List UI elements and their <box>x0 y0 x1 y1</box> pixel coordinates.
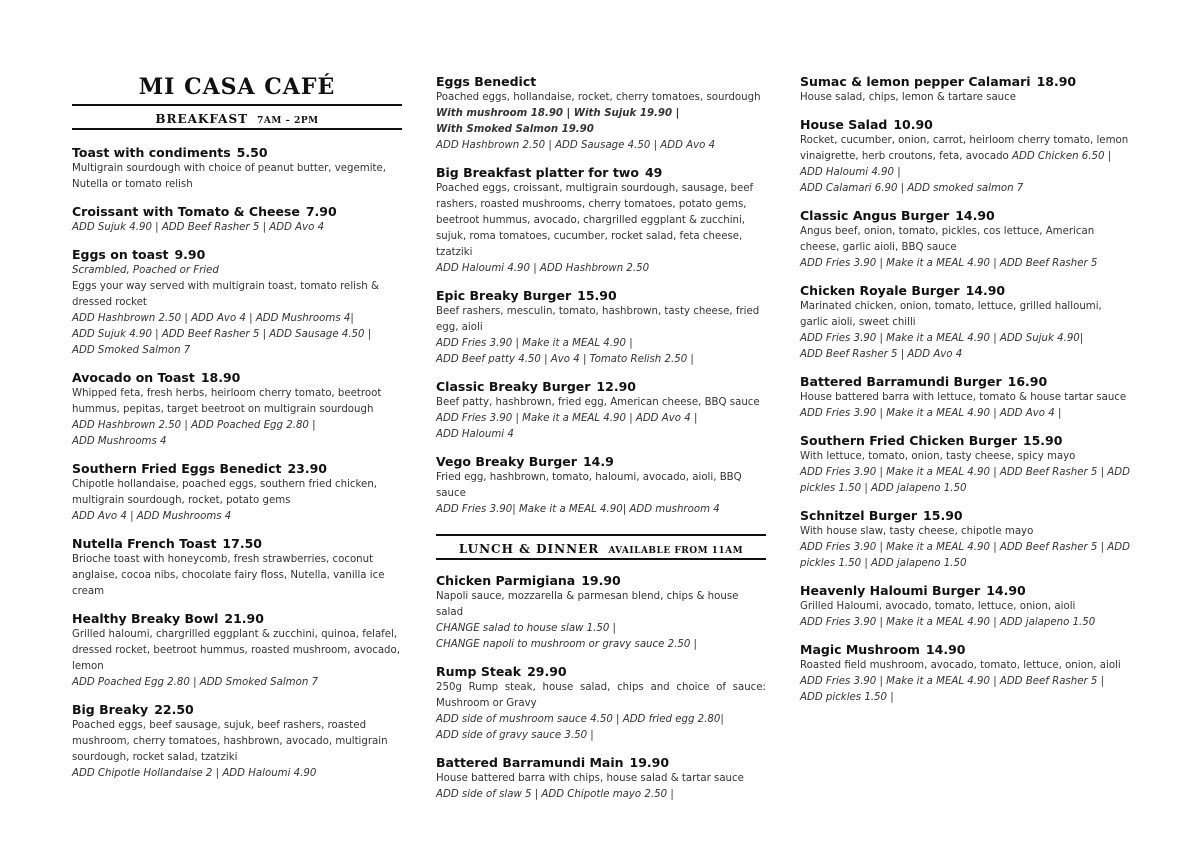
menu-item-addons: ADD Calamari 6.90 | ADD smoked salmon 7 <box>800 183 1024 194</box>
menu-item-addons: ADD Mushrooms 4 <box>72 436 167 447</box>
menu-item-name: Eggs Benedict <box>436 74 537 89</box>
menu-item-heading <box>800 73 1130 90</box>
breakfast-list-1 <box>72 144 402 782</box>
menu-item-description: Roasted field mushroom, avocado, tomato, lettuce, onion, aioli <box>800 660 1121 671</box>
menu-item <box>72 144 402 193</box>
menu-item-heading <box>800 207 1130 224</box>
menu-item-addons: ADD Chipotle Hollandaise 2 | ADD Haloumi 4.90 <box>72 768 317 779</box>
menu-item-price: 23.90 <box>287 461 327 476</box>
menu-item-addons: ADD Hashbrown 2.50 | ADD Sausage 4.50 | ADD Avo 4 <box>436 140 716 151</box>
menu-item <box>800 641 1130 706</box>
menu-item <box>800 582 1130 631</box>
menu-item-addons: ADD Fries 3.90 | Make it a MEAL 4.90 | ADD Avo 4 | <box>436 413 698 424</box>
cafe-title: MI CASA CAFÉ <box>138 74 336 100</box>
menu-item-addons: ADD side of gravy sauce 3.50 | <box>436 730 594 741</box>
menu-item-heading <box>800 282 1130 299</box>
menu-item-name: Avocado on Toast <box>72 370 195 385</box>
menu-item-name: House Salad <box>800 117 888 132</box>
menu-item-price: 17.50 <box>222 536 262 551</box>
menu-item-addon: ADD Chicken 6.50 | ADD Haloumi 4.90 | <box>800 151 1112 178</box>
menu-item <box>800 373 1130 422</box>
menu-item <box>800 116 1130 197</box>
menu-column-1 <box>72 72 402 792</box>
menu-item-addons: ADD Fries 3.90| Make it a MEAL 4.90| ADD mushroom 4 <box>436 504 720 515</box>
menu-item-name: Croissant with Tomato & Cheese <box>72 204 300 219</box>
lunch-list-2 <box>436 572 766 803</box>
menu-item-variant: With Smoked Salmon 19.90 <box>436 124 594 135</box>
menu-item-addons: ADD Fries 3.90 | Make it a MEAL 4.90 | ADD Beef Rasher 5 | ADD pickles 1.50 | ADD jalapeno 1.50 <box>800 467 1130 494</box>
menu-item-addons: ADD Haloumi 4.90 | ADD Hashbrown 2.50 <box>436 263 650 274</box>
menu-item-heading <box>800 507 1130 524</box>
menu-item <box>72 701 402 782</box>
menu-item-price: 18.90 <box>200 370 241 385</box>
menu-item-name: Big Breaky <box>72 702 149 717</box>
menu-item-name: Battered Barramundi Main <box>436 755 624 770</box>
menu-item-price: 14.90 <box>986 583 1026 598</box>
menu-item-price: 14.90 <box>965 283 1006 298</box>
menu-item-name: Healthy Breaky Bowl <box>72 611 219 626</box>
menu-item <box>800 507 1130 572</box>
menu-item-addons: ADD Fries 3.90 | Make it a MEAL 4.90 | ADD Beef Rasher 5 | ADD pickles 1.50 | ADD jalapeno 1.50 <box>800 542 1130 569</box>
menu-item-description: Poached eggs, hollandaise, rocket, cherry tomatoes, sourdough <box>436 92 761 103</box>
menu-item-description: Marinated chicken, onion, tomato, lettuce, grilled halloumi, garlic aioli, sweet chilli <box>800 301 1102 328</box>
menu-item-name: Rump Steak <box>436 664 522 679</box>
menu-item-name: Classic Angus Burger <box>800 208 950 223</box>
menu-item-description: Angus beef, onion, tomato, pickles, cos lettuce, American cheese, garlic aioli, BBQ sauce <box>800 226 1095 253</box>
menu-item-description: Whipped feta, fresh herbs, heirloom cherry tomato, beetroot hummus, pepitas, target beetroot on multigrain sourdough <box>72 388 382 415</box>
lunch-dinner-heading: LUNCH & DINNER <box>458 542 600 556</box>
menu-item-price: 19.90 <box>581 573 621 588</box>
menu-item-addons: ADD Sujuk 4.90 | ADD Beef Rasher 5 | ADD Avo 4 <box>72 222 325 233</box>
menu-item-heading <box>800 116 1130 133</box>
breakfast-header <box>72 104 402 130</box>
menu-item-heading <box>436 572 766 589</box>
menu-item-heading <box>436 73 766 90</box>
menu-item-price: 7.90 <box>305 204 337 219</box>
menu-item-description: With lettuce, tomato, onion, tasty cheese, spicy mayo <box>800 451 1076 462</box>
menu-item-addons: ADD Avo 4 | ADD Mushrooms 4 <box>72 511 232 522</box>
menu-item-price: 19.90 <box>629 755 670 770</box>
menu-item-description: House battered barra with lettuce, tomato & house tartar sauce <box>800 392 1127 403</box>
menu-item-name: Epic Breaky Burger <box>436 288 572 303</box>
menu-item-name: Southern Fried Eggs Benedict <box>72 461 282 476</box>
menu-item-description: Grilled Haloumi, avocado, tomato, lettuce, onion, aioli <box>800 601 1076 612</box>
menu-item-price: 9.90 <box>174 247 206 262</box>
menu-item <box>436 663 766 744</box>
menu-item-addons: ADD Hashbrown 2.50 | ADD Avo 4 | ADD Mushrooms 4| <box>72 313 354 324</box>
menu-item-description: Multigrain sourdough with choice of peanut butter, vegemite, Nutella or tomato relish <box>72 163 387 190</box>
menu-item-addons: ADD Fries 3.90 | Make it a MEAL 4.90 | ADD jalapeno 1.50 <box>800 617 1096 628</box>
menu-item-style: Scrambled, Poached or Fried <box>72 265 219 276</box>
menu-item-addons: ADD pickles 1.50 | <box>800 692 894 703</box>
menu-item-name: Big Breakfast platter for two <box>436 165 639 180</box>
menu-item-description: Eggs your way served with multigrain toast, tomato relish & dressed rocket <box>72 281 379 308</box>
menu-item-heading <box>436 287 766 304</box>
menu-item-name: Classic Breaky Burger <box>436 379 591 394</box>
menu-item-addons: ADD Poached Egg 2.80 | ADD Smoked Salmon 7 <box>72 677 319 688</box>
menu-item-description: With house slaw, tasty cheese, chipotle mayo <box>800 526 1034 537</box>
menu-item-addons: ADD Fries 3.90 | Make it a MEAL 4.90 | ADD Sujuk 4.90| <box>800 333 1084 344</box>
menu-column-2 <box>436 73 766 813</box>
menu-item-price: 18.90 <box>1036 74 1077 89</box>
menu-item-heading <box>72 610 402 627</box>
menu-item-description-text: Rocket, cucumber, onion, carrot, heirloom cherry tomato, lemon vinaigrette, herb croutons, feta, avocado <box>800 135 1129 162</box>
menu-item-description: Beef patty, hashbrown, fried egg, American cheese, BBQ sauce <box>436 397 760 408</box>
menu-item-addons: ADD Fries 3.90 | Make it a MEAL 4.90 | ADD Avo 4 | <box>800 408 1062 419</box>
breakfast-heading: BREAKFAST <box>155 112 249 126</box>
menu-item-name: Battered Barramundi Burger <box>800 374 1002 389</box>
menu-item <box>800 432 1130 497</box>
menu-item <box>72 460 402 525</box>
menu-item-price: 10.90 <box>893 117 933 132</box>
menu-item-description <box>800 133 1130 181</box>
menu-item <box>436 453 766 518</box>
breakfast-hours: 7AM – 2PM <box>257 116 319 126</box>
menu-item-name: Sumac & lemon pepper Calamari <box>800 74 1031 89</box>
menu-item-heading <box>800 582 1130 599</box>
menu-item-heading <box>72 701 402 718</box>
menu-item-name: Magic Mushroom <box>800 642 920 657</box>
menu-item-price: 14.90 <box>955 208 995 223</box>
menu-item-price: 12.90 <box>596 379 636 394</box>
menu-item-heading <box>72 369 402 386</box>
menu-item-price: 16.90 <box>1007 374 1048 389</box>
menu-item-heading <box>800 432 1130 449</box>
menu-item-price: 15.90 <box>1022 433 1063 448</box>
menu-item <box>72 369 402 450</box>
menu-item-name: Chicken Royale Burger <box>800 283 960 298</box>
menu-item-variant: With mushroom 18.90 | With Sujuk 19.90 | <box>436 108 680 119</box>
menu-item <box>436 572 766 653</box>
menu-item-name: Southern Fried Chicken Burger <box>800 433 1017 448</box>
menu-item-price: 14.90 <box>925 642 966 657</box>
menu-item-description: Grilled haloumi, chargrilled eggplant & zucchini, quinoa, felafel, dressed rocket, beetroot hummus, roasted mushroom, avocado, lemon <box>72 629 400 672</box>
menu-item-addons: ADD Beef Rasher 5 | ADD Avo 4 <box>800 349 963 360</box>
menu-item <box>72 610 402 691</box>
menu-item <box>72 535 402 600</box>
menu-item-name: Schnitzel Burger <box>800 508 918 523</box>
menu-item-price: 49 <box>644 165 663 180</box>
menu-item-description: 250g Rump steak, house salad, chips and choice of sauce: Mushroom or Gravy <box>436 682 766 709</box>
menu-item-addons: ADD side of mushroom sauce 4.50 | ADD fried egg 2.80| <box>436 714 724 725</box>
lunch-list-3 <box>800 73 1130 706</box>
menu-item <box>800 282 1130 363</box>
menu-item <box>436 754 766 803</box>
menu-item <box>436 164 766 277</box>
menu-item-heading <box>436 754 766 771</box>
menu-item-description: Napoli sauce, mozzarella & parmesan blend, chips & house salad <box>436 591 739 618</box>
menu-item-description: Fried egg, hashbrown, tomato, haloumi, avocado, aioli, BBQ sauce <box>436 472 742 499</box>
menu-item <box>72 203 402 236</box>
menu-item-heading <box>72 203 402 220</box>
menu-item-name: Heavenly Haloumi Burger <box>800 583 981 598</box>
menu-item-price: 29.90 <box>527 664 567 679</box>
menu-item <box>436 287 766 368</box>
lunch-dinner-header <box>436 534 766 560</box>
menu-item <box>800 207 1130 272</box>
menu-item <box>436 378 766 443</box>
menu-item <box>800 73 1130 106</box>
menu-item-addons: CHANGE napoli to mushroom or gravy sauce 2.50 | <box>436 639 697 650</box>
menu-item-description: Poached eggs, croissant, multigrain sourdough, sausage, beef rashers, roasted mushrooms, cherry tomatoes, potato gems, beetroot hummus, avocado, chargrilled eggplant & zucchini, sujuk, roma tomatoes, cucumber, rocket salad, feta cheese, tzatziki <box>436 183 754 258</box>
menu-item-name: Nutella French Toast <box>72 536 217 551</box>
menu-item-price: 22.50 <box>154 702 194 717</box>
menu-item-description: Brioche toast with honeycomb, fresh strawberries, coconut anglaise, cocoa nibs, chocolate fairy floss, Nutella, vanilla ice cream <box>72 554 385 597</box>
menu-item-addons: ADD Fries 3.90 | Make it a MEAL 4.90 | ADD Beef Rasher 5 <box>800 258 1098 269</box>
menu-item-heading <box>72 144 402 161</box>
menu-item-price: 15.90 <box>923 508 963 523</box>
menu-item-name: Chicken Parmigiana <box>436 573 576 588</box>
menu-item-description: Poached eggs, beef sausage, sujuk, beef rashers, roasted mushroom, cherry tomatoes, hashbrown, avocado, multigrain sourdough, rocket salad, tzatziki <box>72 720 388 763</box>
menu-item <box>72 246 402 359</box>
menu-item-description: Beef rashers, mesculin, tomato, hashbrown, tasty cheese, fried egg, aioli <box>436 306 760 333</box>
menu-item-addons: ADD Sujuk 4.90 | ADD Beef Rasher 5 | ADD Sausage 4.50 | <box>72 329 372 340</box>
menu-item-addons: ADD Beef patty 4.50 | Avo 4 | Tomato Relish 2.50 | <box>436 354 694 365</box>
menu-item-addons: ADD Fries 3.90 | Make it a MEAL 4.90 | <box>436 338 633 349</box>
menu-item-addons: CHANGE salad to house slaw 1.50 | <box>436 623 616 634</box>
menu-item-heading <box>800 641 1130 658</box>
menu-item-name: Eggs on toast <box>72 247 169 262</box>
menu-item-heading <box>436 378 766 395</box>
menu-item-price: 21.90 <box>224 611 264 626</box>
menu-item-heading <box>436 164 766 181</box>
lunch-dinner-hours: AVAILABLE FROM 11AM <box>608 546 744 556</box>
menu-item-price: 14.9 <box>582 454 614 469</box>
menu-item-addons: ADD side of slaw 5 | ADD Chipotle mayo 2.50 | <box>436 789 674 800</box>
menu-item-addons: ADD Hashbrown 2.50 | ADD Poached Egg 2.80 | <box>72 420 316 431</box>
menu-item <box>436 73 766 154</box>
menu-item-addons: ADD Haloumi 4 <box>436 429 514 440</box>
menu-item-heading <box>800 373 1130 390</box>
menu-item-heading <box>436 663 766 680</box>
menu-item-heading <box>72 535 402 552</box>
menu-item-addons: ADD Fries 3.90 | Make it a MEAL 4.90 | ADD Beef Rasher 5 | <box>800 676 1105 687</box>
menu-item-heading <box>72 246 402 263</box>
menu-item-price: 15.90 <box>577 288 617 303</box>
menu-item-heading <box>436 453 766 470</box>
menu-item-name: Toast with condiments <box>72 145 231 160</box>
menu-item-description: House salad, chips, lemon & tartare sauce <box>800 92 1017 103</box>
menu-item-addons: ADD Smoked Salmon 7 <box>72 345 191 356</box>
menu-item-description: Chipotle hollandaise, poached eggs, southern fried chicken, multigrain sourdough, rocket, potato gems <box>72 479 378 506</box>
menu-item-heading <box>72 460 402 477</box>
menu-column-3 <box>800 73 1130 716</box>
menu-item-price: 5.50 <box>236 145 268 160</box>
menu-item-name: Vego Breaky Burger <box>436 454 577 469</box>
breakfast-list-2 <box>436 73 766 518</box>
menu-item-description: House battered barra with chips, house salad & tartar sauce <box>436 773 744 784</box>
